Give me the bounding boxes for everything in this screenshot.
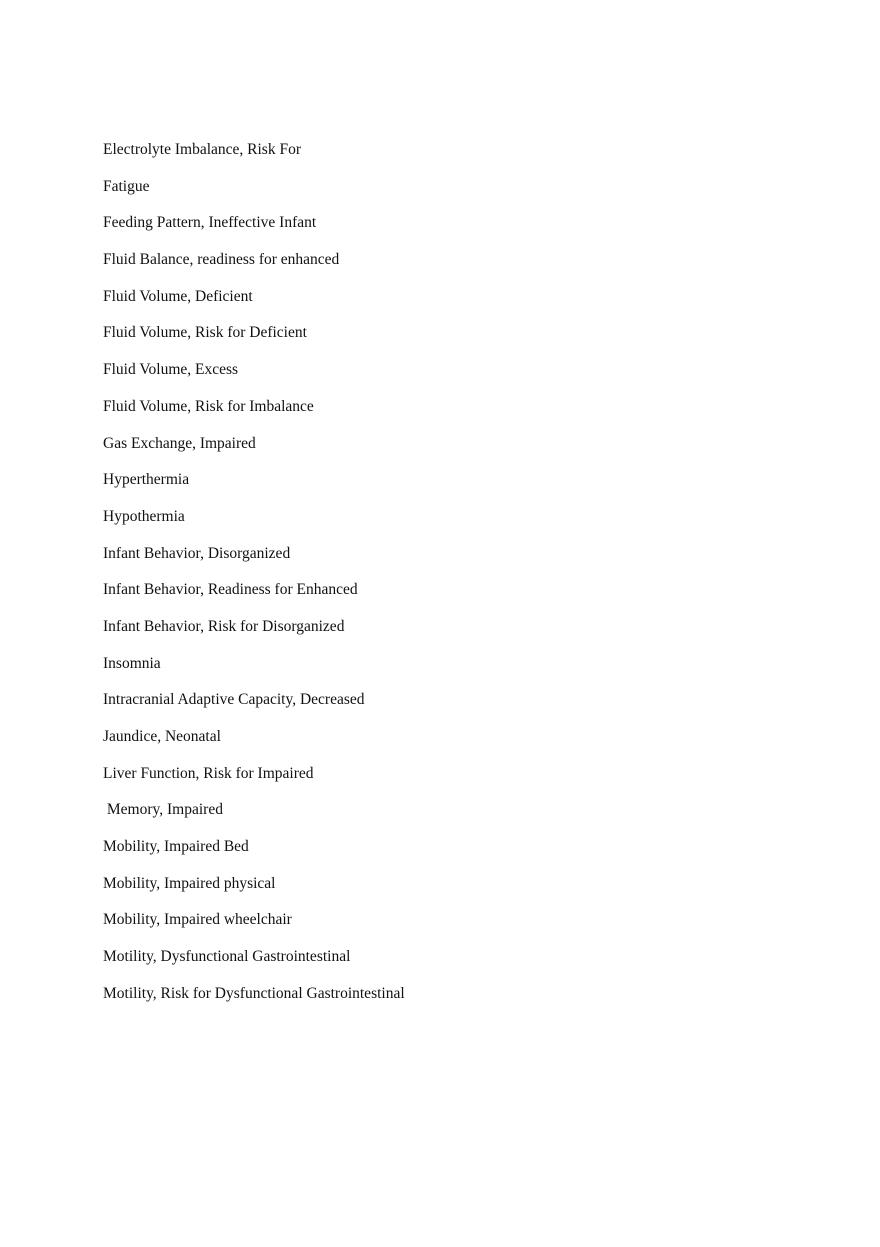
- list-item: Mobility, Impaired wheelchair: [103, 911, 292, 929]
- list-item: Electrolyte Imbalance, Risk For: [103, 141, 301, 158]
- list-item: Jaundice, Neonatal: [103, 728, 221, 745]
- list-item: Intracranial Adaptive Capacity, Decreased: [103, 691, 365, 709]
- list-item: Motility, Dysfunctional Gastrointestinal: [103, 948, 351, 966]
- list-item: Memory, Impaired: [103, 801, 223, 819]
- list-item: Fluid Volume, Risk for Deficient: [103, 324, 307, 342]
- list-item: Liver Function, Risk for Impaired: [103, 764, 314, 782]
- list-item: Infant Behavior, Risk for Disorganized: [103, 617, 345, 635]
- list-item: Fluid Balance, readiness for enhanced: [103, 251, 340, 269]
- list-item: Infant Behavior, Disorganized: [103, 544, 291, 562]
- list-item: Fluid Volume, Deficient: [103, 287, 253, 305]
- list-item: Hyperthermia: [103, 471, 190, 489]
- list-item: Mobility, Impaired Bed: [103, 838, 249, 856]
- diagnosis-list: [103, 138, 405, 1019]
- list-item: Feeding Pattern, Ineffective Infant: [103, 214, 317, 232]
- list-item: Fluid Volume, Risk for Imbalance: [103, 397, 314, 415]
- list-item: Infant Behavior, Readiness for Enhanced: [103, 581, 358, 599]
- list-item: Fatigue: [103, 177, 150, 195]
- list-item: Gas Exchange, Impaired: [103, 434, 256, 452]
- list-item: Motility, Risk for Dysfunctional Gastrointestinal: [103, 984, 405, 1002]
- list-item: Insomnia: [103, 654, 161, 672]
- list-item: Mobility, Impaired physical: [103, 874, 276, 892]
- list-item: Fluid Volume, Excess: [103, 361, 239, 379]
- list-item: Hypothermia: [103, 507, 185, 525]
